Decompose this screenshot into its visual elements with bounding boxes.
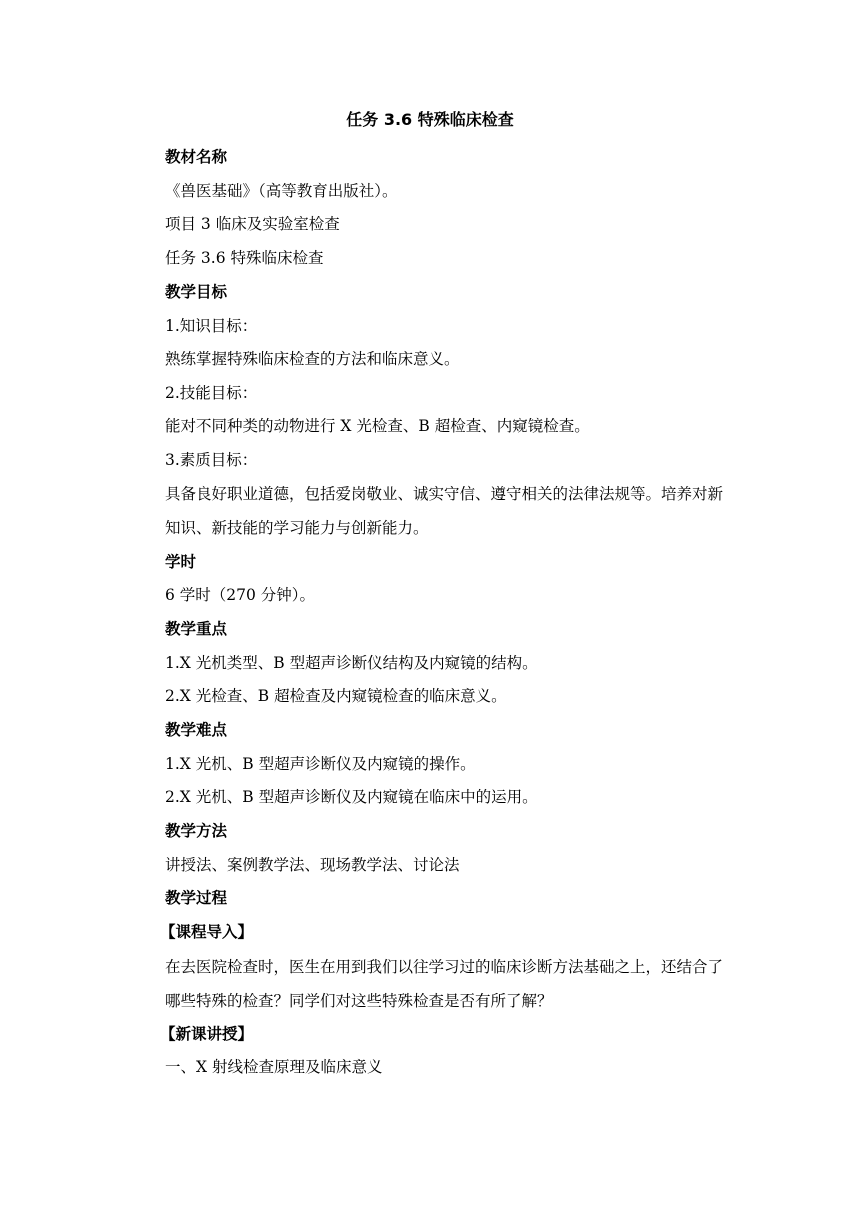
heading-process: 教学过程 [165,889,228,907]
objective-quality-label: 3.素质目标： [165,451,258,469]
project-line: 项目 3 临床及实验室检查 [165,215,340,233]
textbook-name: 《兽医基础》（高等教育出版社）。 [165,182,398,200]
key-point-1: 1.X 光机类型、B 型超声诊断仪结构及内窥镜的结构。 [165,654,538,672]
methods-text: 讲授法、案例教学法、现场教学法、讨论法 [165,856,460,874]
hours-text: 6 学时（270 分钟）。 [165,586,316,604]
heading-difficult-points: 教学难点 [165,721,228,739]
objective-quality-text: 具备良好职业道德，包括爱岗敬业、诚实守信、遵守相关的法律法规等。培养对新知识、新技能的学习能力与创新能力。 [165,485,724,537]
objective-knowledge-label: 1.知识目标： [165,317,258,335]
key-point-2: 2.X 光检查、B 超检查及内窥镜检查的临床意义。 [165,687,507,705]
heading-key-points: 教学重点 [165,620,228,638]
course-intro-text: 在去医院检查时，医生在用到我们以往学习过的临床诊断方法基础之上，还结合了哪些特殊的检查？同学们对这些特殊检查是否有所了解？ [165,958,724,1010]
difficult-point-2: 2.X 光机、B 型超声诊断仪及内窥镜在临床中的运用。 [165,788,538,806]
document-title: 任务 3.6 特殊临床检查 [346,110,514,129]
objective-knowledge-text: 熟练掌握特殊临床检查的方法和临床意义。 [165,350,460,368]
section-1-title: 一、X 射线检查原理及临床意义 [165,1058,383,1076]
difficult-point-1: 1.X 光机、B 型超声诊断仪及内窥镜的操作。 [165,755,476,773]
heading-objectives: 教学目标 [165,283,228,301]
objective-skill-text: 能对不同种类的动物进行 X 光检查、B 超检查、内窥镜检查。 [165,417,590,435]
heading-course-intro: 【课程导入】 [160,923,254,941]
task-line: 任务 3.6 特殊临床检查 [165,249,324,267]
heading-new-lesson: 【新课讲授】 [160,1025,254,1043]
heading-textbook: 教材名称 [165,148,228,166]
heading-hours: 学时 [165,553,197,571]
heading-methods: 教学方法 [165,822,228,840]
objective-skill-label: 2.技能目标： [165,384,258,402]
